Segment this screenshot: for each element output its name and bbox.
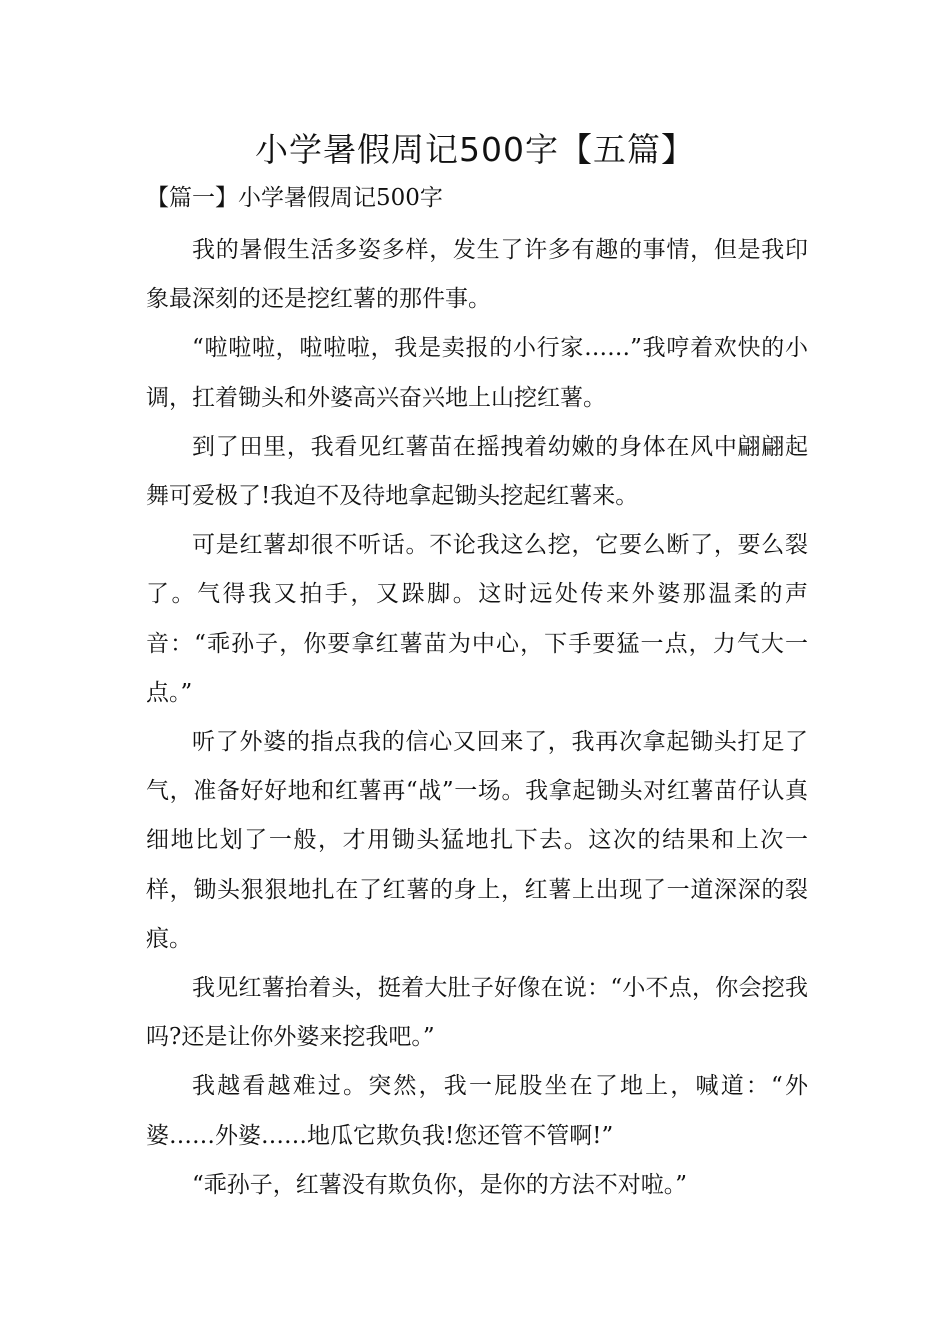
paragraph: 我的暑假生活多姿多样，发生了许多有趣的事情，但是我印象最深刻的还是挖红薯的那件事。 (146, 237, 808, 313)
paragraph: 到了田里，我看见红薯苗在摇拽着幼嫩的身体在风中翩翩起舞可爱极了!我迫不及待地拿起锄头挖起红薯来。 (146, 433, 808, 510)
paragraph: 听了外婆的指点我的信心又回来了，我再次拿起锄头打足了气，准备好好地和红薯再“战”一场。我拿起锄头对红薯苗仔认真细地比划了一般，才用锄头猛地扎下去。这次的结果和上次一样，锄头狠狠地扎在了红薯的身上，红薯上出现了一道深深的裂痕。 (146, 729, 808, 952)
paragraph: 我见红薯抬着头，挺着大肚子好像在说：“小不点，你会挖我吗?还是让你外婆来挖我吧。” (146, 975, 808, 1051)
section-heading: 【篇一】小学暑假周记500字 (146, 185, 443, 211)
paragraph: “啦啦啦，啦啦啦，我是卖报的小行家……”我哼着欢快的小调，扛着锄头和外婆高兴奋兴地上山挖红薯。 (146, 335, 808, 411)
paragraph: 我越看越难过。突然，我一屁股坐在了地上，喊道：“外婆……外婆……地瓜它欺负我!您还管不管啊!” (146, 1073, 808, 1149)
paragraph: “乖孙子，红薯没有欺负你，是你的方法不对啦。” (192, 1171, 688, 1198)
document-title: 小学暑假周记500字【五篇】 (255, 130, 695, 169)
paragraph: 可是红薯却很不听话。不论我这么挖，它要么断了，要么裂了。气得我又拍手，又跺脚。这时远处传来外婆那温柔的声音：“乖孙子，你要拿红薯苗为中心，下手要猛一点，力气大一点。” (146, 532, 808, 706)
document-body (146, 226, 808, 1210)
